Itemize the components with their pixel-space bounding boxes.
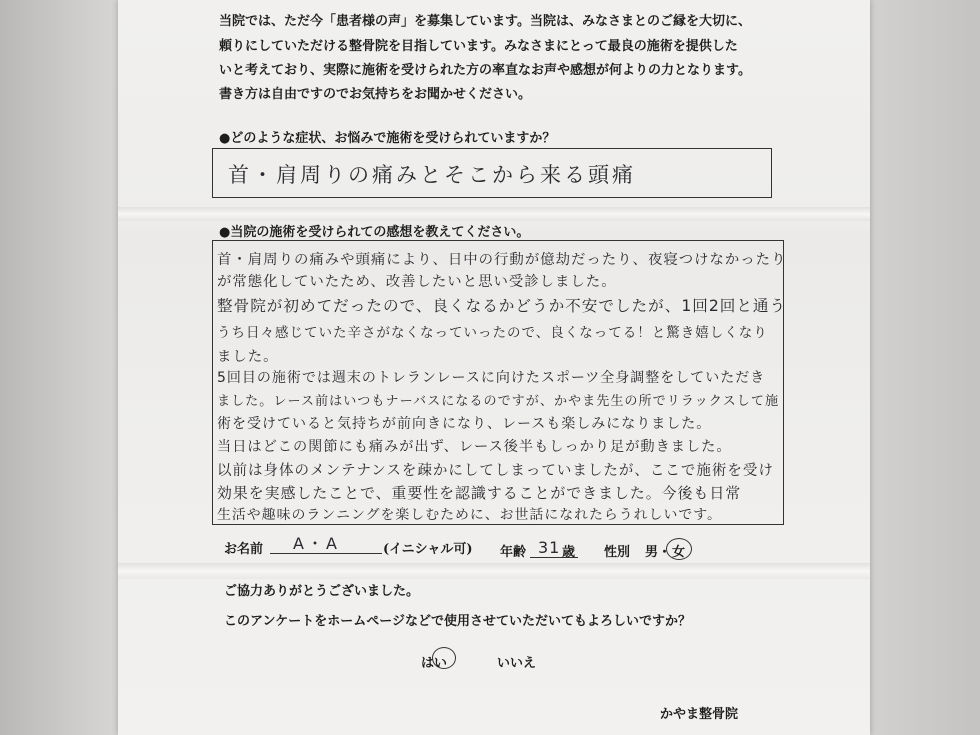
intro-line-4: 書き方は自由ですのでお気持ちをお聞かせください。 bbox=[219, 87, 532, 102]
intro-line-2: 頼りにしていただける整骨院を目指しています。みなさまにとって最良の施術を提供した bbox=[219, 39, 738, 54]
question-2-answer-line: うち日々感じていた辛さがなくなっていったので、良くなってる！と驚き嬉しくなり bbox=[217, 325, 768, 341]
question-2-answer-line: 術を受けていると気持ちが前向きになり、レースも楽しみになりました。 bbox=[217, 416, 712, 432]
backdrop-left bbox=[0, 0, 118, 735]
question-2-answer-line: 効果を実感したことで、重要性を認識することができました。今後も日常 bbox=[217, 484, 742, 502]
question-2-answer-line: 以前は身体のメンテナンスを疎かにしてしまっていましたが、ここで施術を受け bbox=[217, 463, 774, 479]
question-2-answer-line: ました。 bbox=[217, 349, 279, 365]
question-1-answer: 首・肩周りの痛みとそこから来る頭痛 bbox=[228, 163, 636, 187]
question-2-answer-line: 整骨院が初めてだったので、良くなるかどうか不安でしたが、1回2回と通う bbox=[217, 297, 787, 315]
usage-permission-question: このアンケートをホームページなどで使用させていただいてもよろしいですか？ bbox=[224, 614, 691, 629]
question-2-answer-line: が常態化していたため、改善したいと思い受診しました。 bbox=[217, 274, 617, 290]
question-2-answer-line: ました。レース前はいつもナーバスになるのですが、かやま先生の所でリラックスして施 bbox=[217, 394, 780, 409]
question-2-answer-line: 当日はどこの関節にも痛みが出ず、レース後半もしっかり足が動きました。 bbox=[217, 439, 732, 455]
gender-option-female: 女 bbox=[672, 545, 686, 560]
question-2-answer-line: 生活や趣味のランニングを楽しむために、お世話になれたらうれしいです。 bbox=[217, 507, 722, 523]
intro-line-3: いと考えており、実際に施術を受けられた方の率直なお声や感想が何よりの力となります。 bbox=[219, 63, 751, 78]
fold-crease-lower bbox=[118, 563, 870, 579]
age-value: 31 bbox=[538, 538, 561, 557]
gender-label: 性別 bbox=[604, 545, 631, 560]
name-initial-note: (イニシャル可) bbox=[383, 542, 473, 557]
gender-selection-circle bbox=[666, 538, 692, 560]
fold-crease-upper bbox=[118, 207, 870, 221]
name-value: A・A bbox=[293, 534, 340, 553]
age-label: 年齢 bbox=[500, 545, 527, 560]
clinic-name: かやま整骨院 bbox=[660, 707, 739, 722]
question-2-answer-line: 首・肩周りの痛みや頭痛により、日中の行動が億劫だったり、夜寝つけなかったり bbox=[217, 252, 787, 268]
backdrop-right bbox=[870, 0, 980, 735]
permission-yes-option: はい bbox=[421, 656, 448, 671]
name-label: お名前 bbox=[224, 542, 264, 557]
permission-no-option: いいえ bbox=[497, 656, 537, 671]
intro-line-1: 当院では、ただ今「患者様の声」を募集しています。当院は、みなさまとのご縁を大切に、 bbox=[219, 14, 751, 29]
question-2-label: ●当院の施術を受けられての感想を教えてください。 bbox=[219, 225, 530, 240]
gender-separator: ・ bbox=[658, 545, 672, 560]
thanks-message: ご協力ありがとうございました。 bbox=[224, 584, 420, 599]
question-2-answer-line: 5回目の施術では週末のトレランレースに向けたスポーツ全身調整をしていただき bbox=[217, 370, 766, 386]
permission-yes-circle bbox=[432, 647, 456, 669]
gender-option-male: 男 bbox=[645, 545, 659, 560]
question-1-label: ●どのような症状、お悩みで施術を受けられていますか？ bbox=[219, 131, 556, 146]
age-unit: 歳 bbox=[562, 545, 576, 560]
